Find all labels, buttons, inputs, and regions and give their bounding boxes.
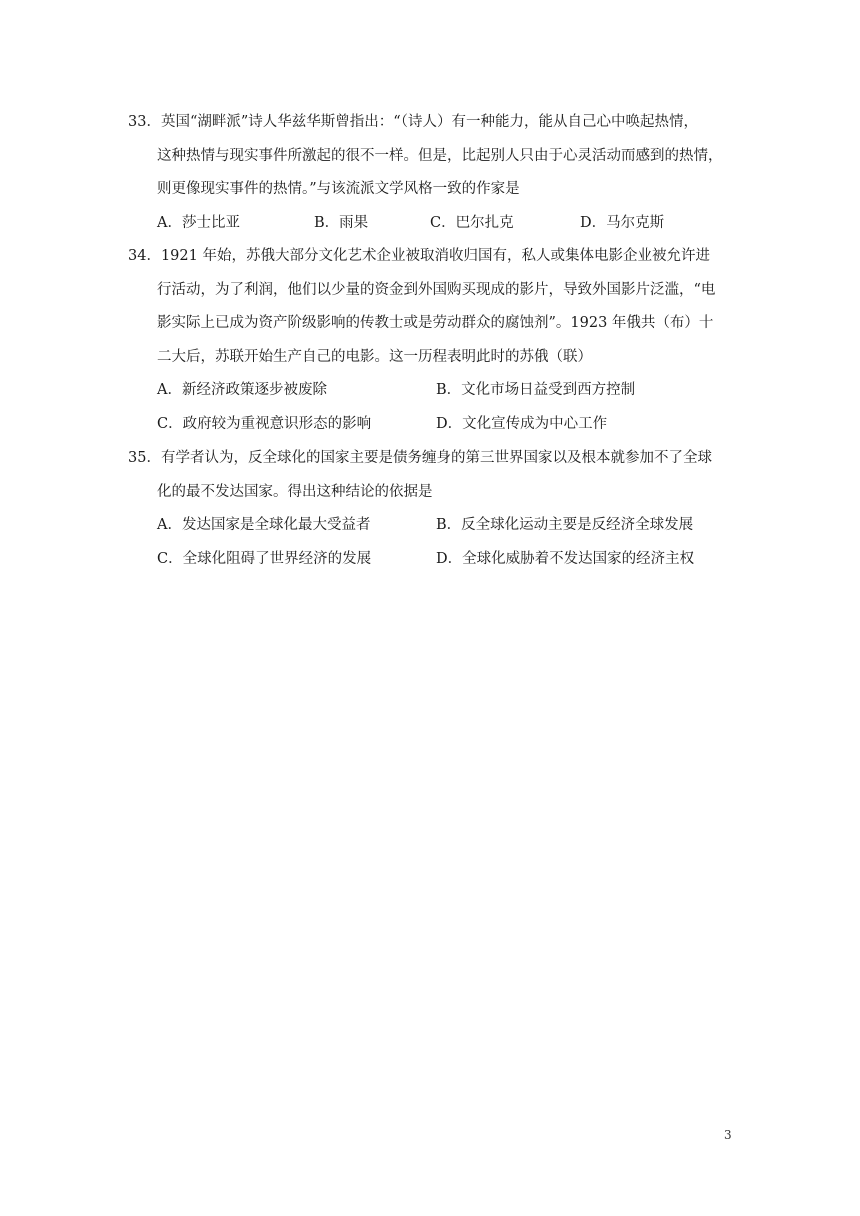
option-c: C．政府较为重视意识形态的影响 — [157, 415, 372, 432]
question-33 — [128, 106, 748, 240]
option-d: D．文化宣传成为中心工作 — [436, 415, 608, 432]
option-c: C．全球化阻碍了世界经济的发展 — [157, 550, 372, 567]
question-34 — [128, 240, 748, 441]
option-a: A．莎士比亚 — [157, 214, 240, 231]
option-b: B．反全球化运动主要是反经济全球发展 — [436, 517, 694, 533]
question-stem-line: 行活动，为了利润，他们以少量的资金到外国购买现成的影片，导致外国影片泛滥，“电 — [157, 281, 716, 298]
question-35 — [128, 442, 748, 576]
option-row — [128, 509, 748, 543]
question-stem-line: 这种热情与现实事件所激起的很不一样。但是，比起别人只由于心灵活动而感到的热情， — [157, 147, 723, 164]
option-a: A．新经济政策逐步被废除 — [157, 382, 327, 398]
question-number: 35． — [128, 450, 161, 466]
question-stem-line: 33．英国“湖畔派”诗人华兹华斯曾指出：“（诗人）有一种能力，能从自己心中唤起热情， — [128, 106, 748, 140]
option-row — [128, 207, 748, 241]
question-number: 34． — [128, 248, 161, 264]
option-b: B．文化市场日益受到西方控制 — [436, 382, 636, 398]
question-stem-line: 则更像现实事件的热情。”与该流派文学风格一致的作家是 — [157, 181, 520, 197]
option-b: B．雨果 — [314, 214, 369, 231]
question-stem-line: 35．有学者认为，反全球化的国家主要是债务缠身的第三世界国家以及根本就参加不了全球 — [128, 442, 748, 476]
question-number: 33． — [128, 114, 161, 130]
question-stem-line: 二大后，苏联开始生产自己的电影。这一历程表明此时的苏俄（联） — [157, 348, 592, 365]
question-stem-line: 34．1921 年始，苏俄大部分文化艺术企业被取消收归国有，私人或集体电影企业被允许进 — [128, 240, 748, 274]
option-row — [128, 543, 748, 577]
question-stem-line: 化的最不发达国家。得出这种结论的依据是 — [157, 483, 433, 500]
question-stem-line: 影实际上已成为资产阶级影响的传教士或是劳动群众的腐蚀剂”。1923 年俄共（布）十 — [157, 315, 714, 331]
option-a: A．发达国家是全球化最大受益者 — [157, 517, 371, 533]
option-row — [128, 374, 748, 408]
page-number: 3 — [724, 1128, 732, 1142]
option-d: D．马尔克斯 — [580, 214, 665, 231]
option-d: D．全球化威胁着不发达国家的经济主权 — [436, 550, 695, 567]
option-c: C．巴尔扎克 — [430, 214, 514, 231]
option-row — [128, 408, 748, 442]
